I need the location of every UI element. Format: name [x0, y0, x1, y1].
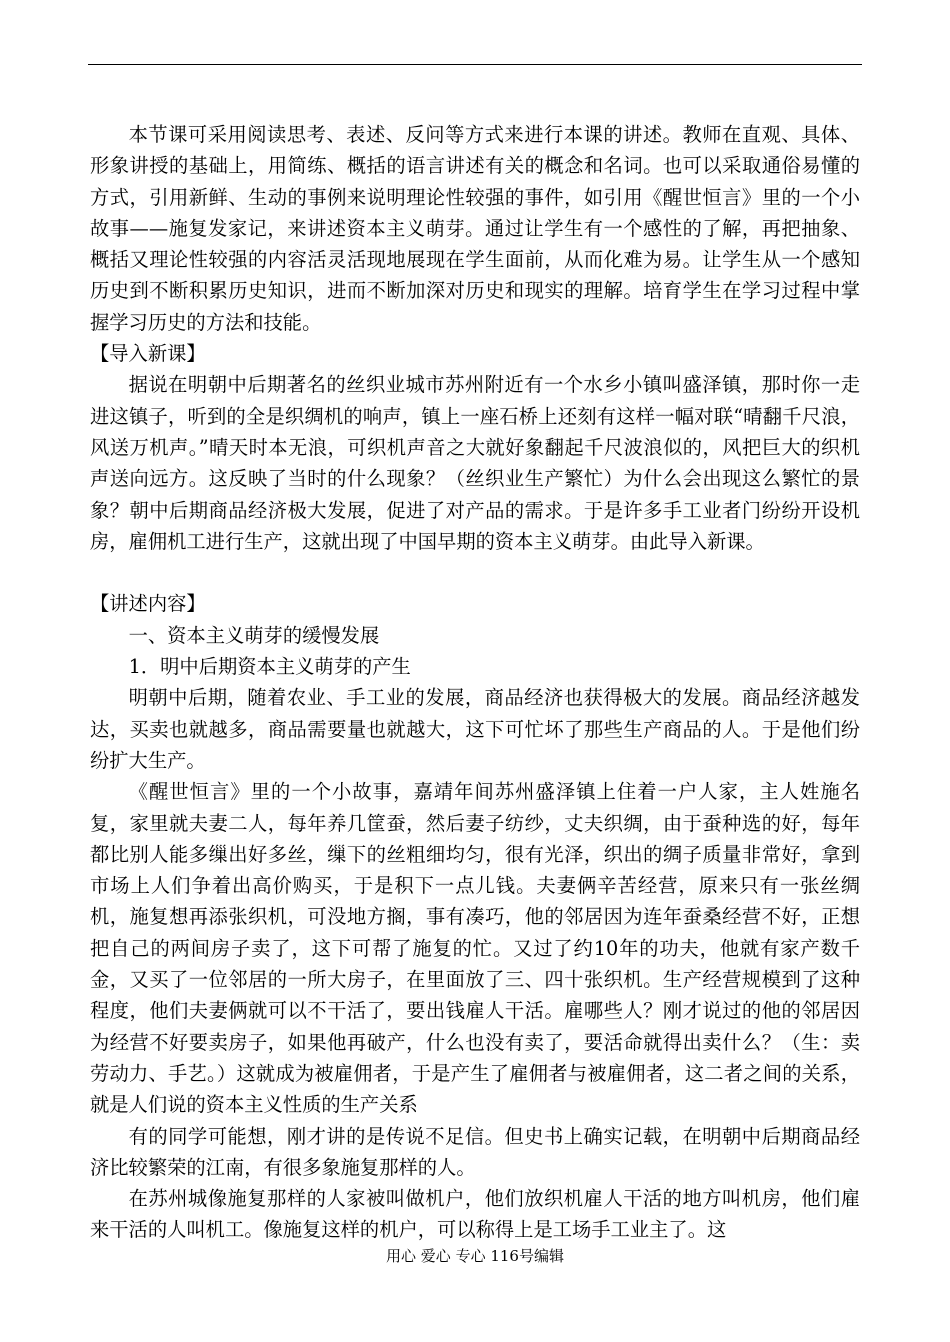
section-heading-content: 【讲述内容】 — [90, 592, 206, 616]
intro-paragraph: 本节课可采用阅读思考、表述、反问等方式来进行本课的讲述。教师在直观、具体、形象讲授的基础上，用简练、概括的语言讲述有关的概念和名词。也可以采取通俗易懂的方式，引用新鲜、生动的事例来说明理论性较强的事件，如引用《醒世恒言》里的一个小故事——施复发家记，来讲述资本主义萌芽。通过让学生有一个感性的了解，再把抽象、概括又理论性较强的内容活灵活现地展现在学生面前，从而化难为易。让学生从一个感知历史到不断积累历史知识，进而不断加深对历史和现实的理解。培育学生在学习过程中掌握学习历史的方法和技能。 — [90, 123, 860, 334]
body-paragraph-1: 明朝中后期，随着农业、手工业的发展，商品经济也获得极大的发展。商品经济越发达，买卖也就越多，商品需要量也就越大，这下可忙坏了那些生产商品的人。于是他们纷纷扩大生产。 — [90, 686, 860, 772]
subheading-ming-origin: 1．明中后期资本主义萌芽的产生 — [128, 655, 411, 679]
section-heading-intro: 【导入新课】 — [90, 342, 206, 366]
document-body — [90, 119, 860, 1246]
subheading-capitalism-sprouts: 一、资本主义萌芽的缓慢发展 — [128, 623, 380, 647]
body-paragraph-4: 在苏州城像施复那样的人家被叫做机户，他们放织机雇人干活的地方叫机房，他们雇来干活的人叫机工。像施复这样的机户，可以称得上是工场手工业主了。这 — [90, 1187, 860, 1242]
intro-story-paragraph: 据说在明朝中后期著名的丝织业城市苏州附近有一个水乡小镇叫盛泽镇，那时你一走进这镇子，听到的全是织绸机的响声，镇上一座石桥上还刻有这样一幅对联“晴翻千尺浪，风送万机声。”晴天时本无浪，可织机声音之大就好象翻起千尺波浪似的，风把巨大的织机声送向远方。这反映了当时的什么现象？（丝织业生产繁忙）为什么会出现这么繁忙的景象？朝中后期商品经济极大发展，促进了对产品的需求。于是许多手工业者门纷纷开设机房，雇佣机工进行生产，这就出现了中国早期的资本主义萌芽。由此导入新课。 — [90, 373, 860, 553]
page-footer: 用心 爱心 专心 116号编辑 — [386, 1247, 564, 1265]
header-rule — [88, 64, 862, 65]
blank-line — [90, 557, 860, 588]
body-paragraph-2: 《醒世恒言》里的一个小故事，嘉靖年间苏州盛泽镇上住着一户人家，主人姓施名复，家里就夫妻二人，每年养几筐蚕，然后妻子纺纱，丈夫织绸，由于蚕种选的好，每年都比别人能多缫出好多丝，缫下的丝粗细均匀，很有光泽，织出的绸子质量非常好，拿到市场上人们争着出高价购买，于是积下一点儿钱。夫妻俩辛苦经营，原来只有一张丝绸机，施复想再添张织机，可没地方搁，事有凑巧，他的邻居因为连年蚕桑经营不好，正想把自己的两间房子卖了，这下可帮了施复的忙。又过了约10年的功夫，他就有家产数千金，又买了一位邻居的一所大房子，在里面放了三、四十张织机。生产经营规模到了这种程度，他们夫妻俩就可以不干活了，要出钱雇人干活。雇哪些人？刚才说过的他的邻居因为经营不好要卖房子，如果他再破产，什么也没有卖了，要活命就得出卖什么？（生：卖劳动力、手艺。）这就成为被雇佣者，于是产生了雇佣者与被雇佣者，这二者之间的关系，就是人们说的资本主义性质的生产关系 — [90, 780, 860, 1117]
body-paragraph-3: 有的同学可能想，刚才讲的是传说不足信。但史书上确实记载，在明朝中后期商品经济比较繁荣的江南，有很多象施复那样的人。 — [90, 1124, 860, 1179]
